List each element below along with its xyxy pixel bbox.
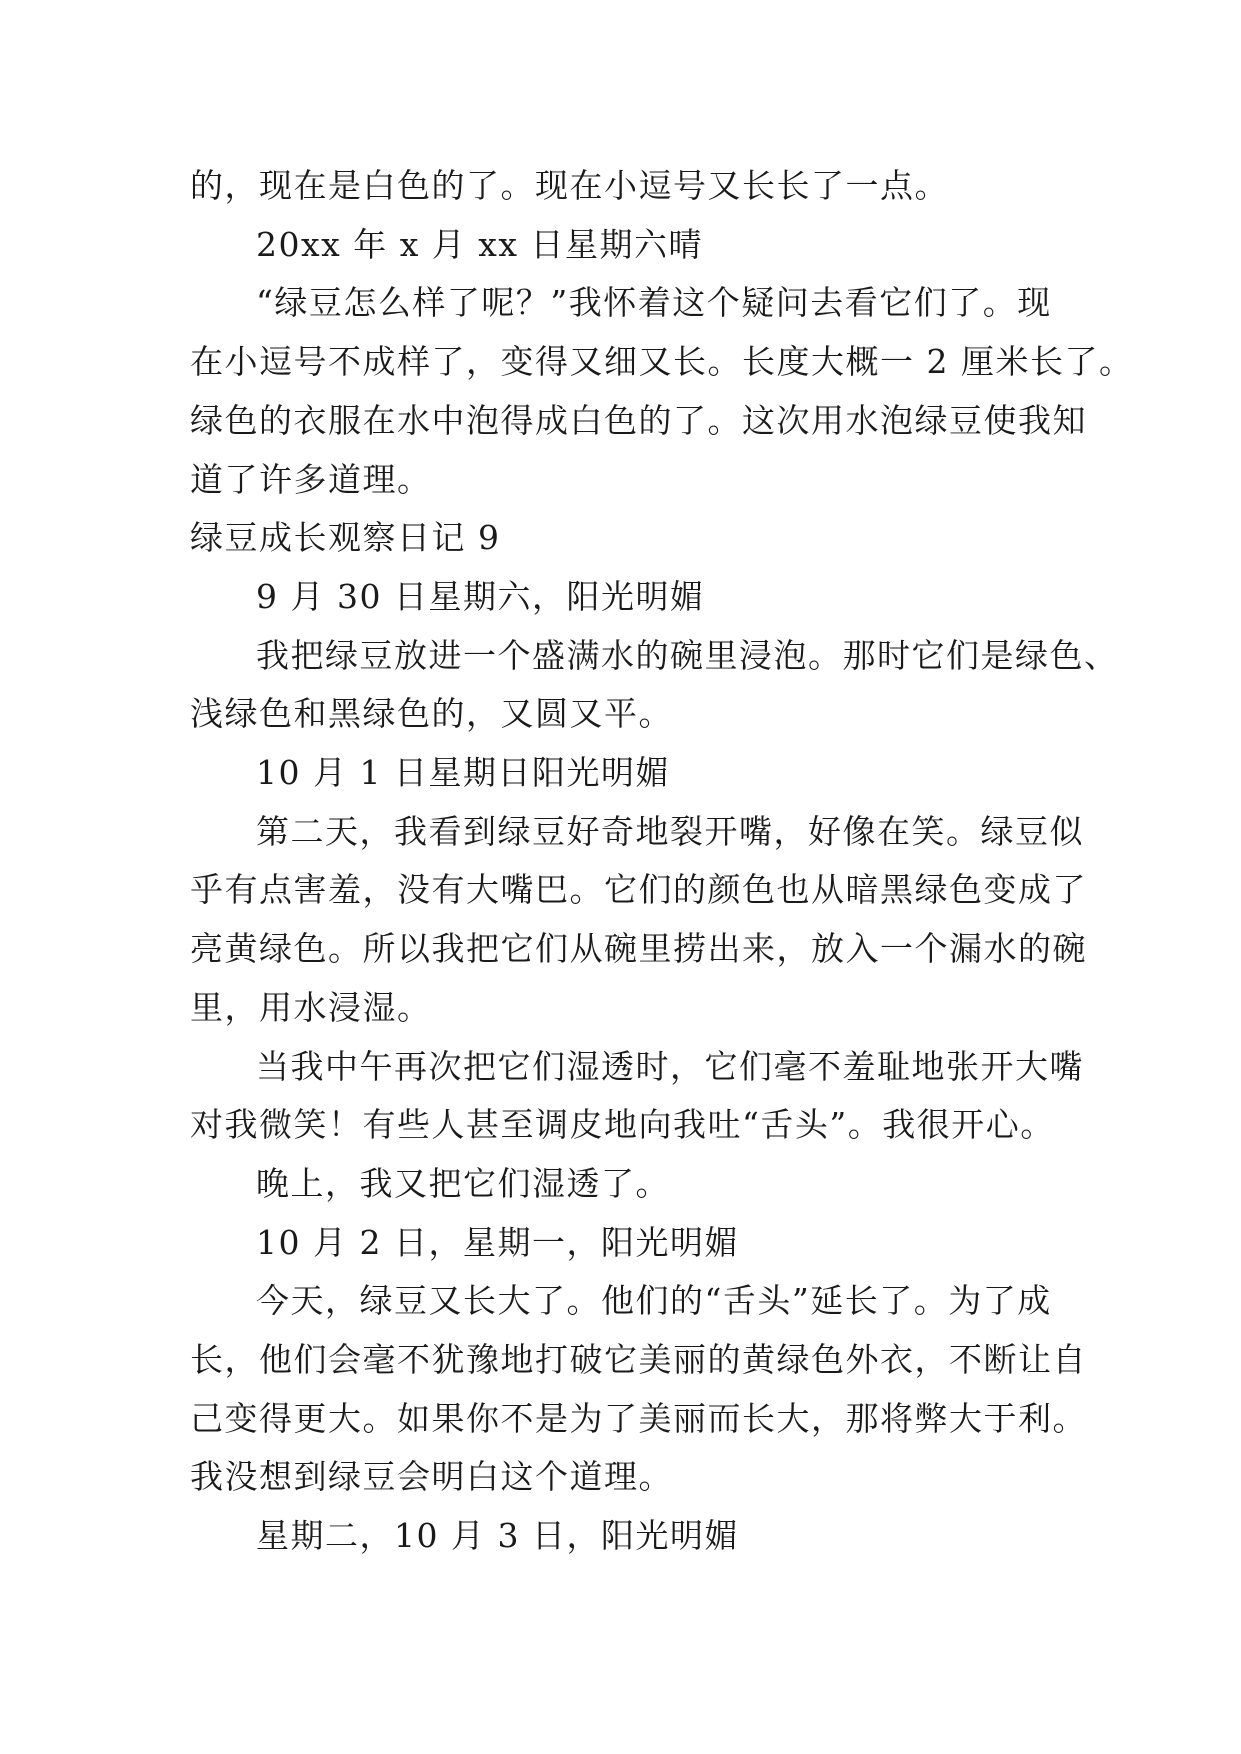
text-line: 道了许多道理。 — [190, 459, 432, 499]
date-heading: 9 月 30 日星期六，阳光明媚 — [256, 576, 705, 616]
text-line: 我没想到绿豆会明白这个道理。 — [190, 1457, 673, 1497]
text-line: 第二天，我看到绿豆好奇地裂开嘴，好像在笑。绿豆似 — [256, 811, 1084, 851]
text-line: 绿色的衣服在水中泡得成白色的了。这次用水泡绿豆使我知 — [190, 400, 1087, 440]
text-line: 当我中午再次把它们湿透时，它们毫不羞耻地张开大嘴 — [256, 1046, 1084, 1086]
document-body — [190, 157, 1134, 1566]
text-line: 我把绿豆放进一个盛满水的碗里浸泡。那时它们是绿色、 — [256, 635, 1119, 675]
text-line: 今天，绿豆又长大了。他们的“舌头”延长了。为了成 — [256, 1281, 1052, 1321]
text-line: 对我微笑！有些人甚至调皮地向我吐“舌头”。我很开心。 — [190, 1105, 1055, 1145]
date-heading: 10 月 2 日，星期一，阳光明媚 — [256, 1222, 739, 1262]
text-line: 乎有点害羞，没有大嘴巴。它们的颜色也从暗黑绿色变成了 — [190, 870, 1087, 910]
date-heading: 10 月 1 日星期日阳光明媚 — [256, 753, 670, 793]
date-heading: 星期二，10 月 3 日，阳光明媚 — [256, 1516, 739, 1556]
date-heading: 20xx 年 x 月 xx 日星期六晴 — [256, 224, 703, 264]
text-line: 的，现在是白色的了。现在小逗号又长长了一点。 — [190, 166, 949, 205]
text-line: 浅绿色和黑绿色的，又圆又平。 — [190, 694, 673, 734]
section-title: 绿豆成长观察日记 9 — [190, 518, 501, 558]
text-line: 在小逗号不成样了，变得又细又长。长度大概一 2 厘米长了。 — [190, 342, 1134, 382]
text-line: 里，用水浸湿。 — [190, 987, 432, 1027]
text-line: 晚上，我又把它们湿透了。 — [256, 1163, 670, 1203]
text-line: 长，他们会毫不犹豫地打破它美丽的黄绿色外衣，不断让自 — [190, 1340, 1087, 1380]
text-line: “绿豆怎么样了呢？”我怀着这个疑问去看它们了。现 — [256, 283, 1052, 323]
text-line: 亮黄绿色。所以我把它们从碗里捞出来，放入一个漏水的碗 — [190, 929, 1087, 969]
text-line: 己变得更大。如果你不是为了美丽而长大，那将弊大于利。 — [190, 1398, 1087, 1438]
